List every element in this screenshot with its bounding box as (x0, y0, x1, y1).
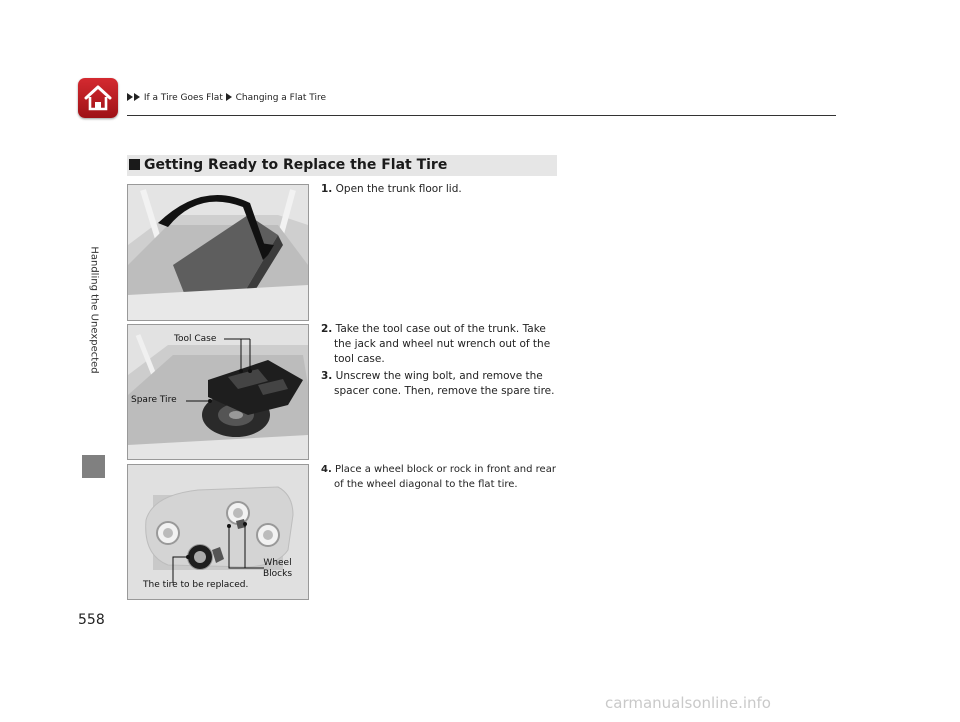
step-1 (321, 182, 561, 197)
home-icon (78, 78, 118, 118)
step-4 (321, 462, 559, 492)
watermark: carmanualsonline.info (605, 694, 771, 712)
home-button[interactable] (78, 78, 118, 118)
callout-spare-tire: Spare Tire (131, 395, 177, 405)
tool-case-drawing (128, 325, 308, 459)
illustration-wheel-blocks (127, 464, 309, 600)
step-number: 1. (321, 183, 333, 195)
step-text: Place a wheel block or rock in front and rear of the wheel diagonal to the flat tire. (334, 464, 556, 490)
trunk-lid-drawing (128, 185, 308, 320)
header-divider (127, 115, 836, 116)
step-2 (321, 322, 551, 367)
illustration-trunk-floor-lid (127, 184, 309, 321)
callout-wheel-blocks (263, 558, 292, 580)
chapter-tab[interactable] (82, 455, 105, 478)
step-number: 3. (321, 370, 333, 382)
step-number: 2. (321, 323, 333, 335)
section-title: Getting Ready to Replace the Flat Tire (144, 157, 448, 173)
step-text: Open the trunk floor lid. (335, 183, 462, 195)
arrow-right-icon (134, 93, 140, 101)
breadcrumb-item[interactable]: If a Tire Goes Flat (143, 93, 223, 103)
arrow-right-icon (127, 93, 133, 101)
callout-tool-case: Tool Case (174, 334, 217, 344)
callout-wheel-blocks-line1: Wheel (263, 558, 292, 568)
callout-wheel-blocks-line2: Blocks (263, 569, 293, 579)
breadcrumb (127, 93, 326, 103)
chapter-label (88, 175, 100, 445)
page-number: 558 (78, 612, 105, 628)
callout-tire-to-replace: The tire to be replaced. (143, 580, 249, 590)
square-bullet-icon (129, 159, 140, 170)
step-text: Take the tool case out of the trunk. Take the jack and wheel nut wrench out of the tool case. (334, 323, 551, 365)
illustration-tool-case-spare-tire (127, 324, 309, 460)
step-number: 4. (321, 464, 332, 475)
section-heading (127, 155, 557, 176)
step-text: Unscrew the wing bolt, and remove the spacer cone. Then, remove the spare tire. (334, 370, 555, 397)
arrow-right-icon (226, 93, 232, 101)
breadcrumb-item[interactable]: Changing a Flat Tire (235, 93, 327, 103)
step-3 (321, 369, 556, 399)
chapter-label-text: Handling the Unexpected (88, 246, 100, 374)
